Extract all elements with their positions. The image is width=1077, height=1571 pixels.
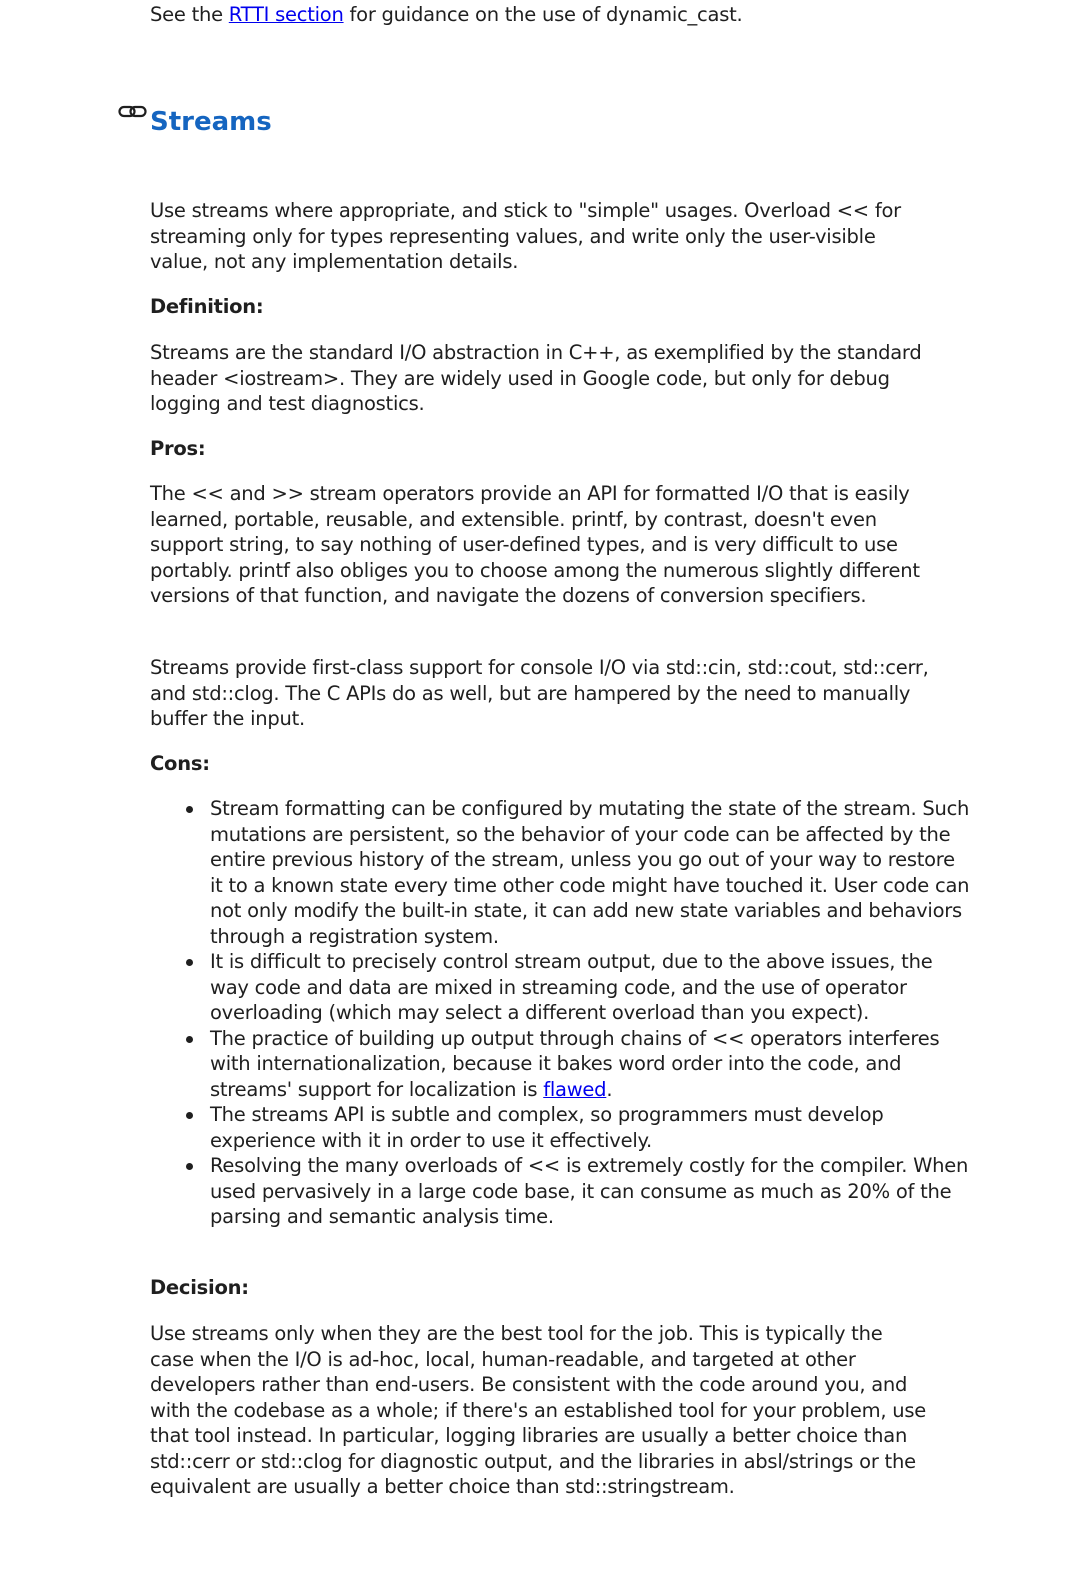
flawed-link[interactable]: flawed — [543, 1077, 607, 1101]
definition-paragraph: Streams are the standard I/O abstraction in C++, as exemplified by the standard header <iostream>. They are widely used in Google code, but only for debug logging and test diagnostics. — [150, 341, 922, 415]
cons-item-text: The practice of building up output through chains of << operators interferes with internationalization, because it bakes word order into the code, and streams' support for localization is — [210, 1026, 940, 1101]
list-item — [150, 796, 970, 949]
intro-suffix: for guidance on the use of dynamic_cast. — [343, 3, 743, 26]
rtti-section-link[interactable]: RTTI section — [228, 3, 344, 26]
decision-block — [150, 1321, 930, 1500]
pros-block-1 — [150, 481, 930, 609]
bullet-icon — [186, 1036, 193, 1043]
decision-paragraph: Use streams only when they are the best tool for the job. This is typically the case when the I/O is ad-hoc, local, human-readable, and targeted at other developers rather than end-users. Be consistent with the code around you, and with the codebase as a whole; if there's an established tool for your problem, use that tool instead. In particular, logging libraries are usually a better choice than std::cerr or std::clog for diagnostic output, and the libraries in absl/strings or the equivalent are usually a better choice than std::stringstream. — [150, 1322, 926, 1498]
pros-block-2 — [150, 655, 930, 732]
bullet-icon — [186, 959, 193, 966]
pros-paragraph: The << and >> stream operators provide an API for formatted I/O that is easily learned, portable, reusable, and extensible. printf, by contrast, doesn't even support string, to say nothing of user-defined types, and is very difficult to use portably. printf also obliges you to choose among the numerous slightly different versions of that function, and navigate the dozens of conversion specifiers. — [150, 482, 920, 607]
cons-item-suffix: . — [606, 1077, 613, 1101]
definition-label: Definition: — [150, 295, 264, 318]
intro-paragraph — [150, 2, 950, 27]
pros-label-block — [150, 436, 930, 461]
cons-label: Cons: — [150, 752, 210, 775]
cons-list-block — [150, 796, 970, 1230]
cons-item-text: It is difficult to precisely control stream output, due to the above issues, the way code and data are mixed in streaming code, and the use of operator overloading (which may select a different overload than you expect). — [210, 950, 933, 1024]
list-item — [150, 1026, 970, 1103]
list-item — [150, 1102, 970, 1153]
definition-block — [150, 340, 930, 417]
definition-label-block — [150, 294, 930, 319]
cons-label-block — [150, 751, 930, 776]
bullet-icon — [186, 1112, 193, 1119]
cons-item-text: The streams API is subtle and complex, so programmers must develop experience with it in order to use it effectively. — [210, 1103, 884, 1152]
intro-prefix: See the — [150, 3, 229, 26]
decision-label: Decision: — [150, 1276, 249, 1299]
list-item — [150, 949, 970, 1026]
cons-item-text: Stream formatting can be configured by mutating the state of the stream. Such mutations are persistent, so the behavior of your code can be affected by the entire previous history of the stream, unless you go out of your way to restore it to a known state every time other code might have touched it. User code can not only modify the built-in state, it can add new state variables and behaviors through a registration system. — [210, 797, 970, 948]
bullet-icon — [186, 1163, 193, 1170]
decision-label-block — [150, 1275, 930, 1300]
pros-paragraph: Streams provide first-class support for console I/O via std::cin, std::cout, std::cerr, and std::clog. The C APIs do as well, but are hampered by the need to manually buffer the input. — [150, 656, 929, 730]
section-title: Streams — [150, 107, 272, 137]
summary-paragraph: Use streams where appropriate, and stick to "simple" usages. Overload << for streaming only for types representing values, and write only the user-visible value, not any implementation details. — [150, 199, 901, 273]
summary-block — [150, 198, 930, 275]
cons-item-text: Resolving the many overloads of << is extremely costly for the compiler. When used pervasively in a large code base, it can consume as much as 20% of the parsing and semantic analysis time. — [210, 1154, 969, 1228]
pros-label: Pros: — [150, 437, 206, 460]
list-item — [150, 1153, 970, 1230]
cons-list — [150, 796, 970, 1230]
link-icon[interactable] — [118, 101, 148, 123]
bullet-icon — [186, 806, 193, 813]
